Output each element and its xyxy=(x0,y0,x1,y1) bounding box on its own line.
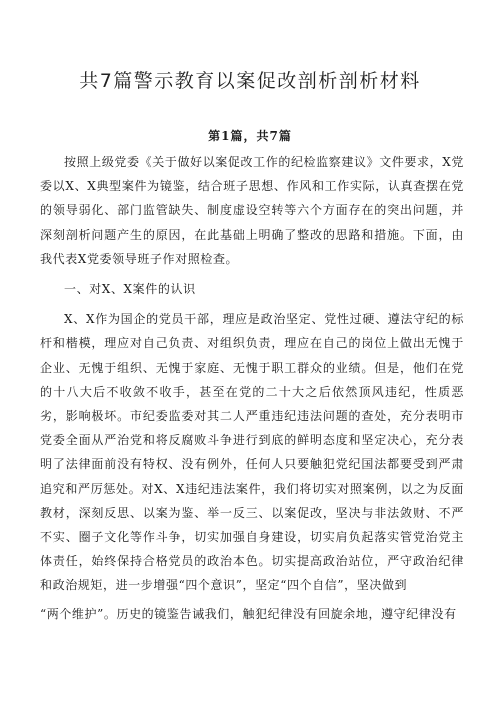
paragraph-intro: 按照上级党委《关于做好以案促改工作的纪检监察建议》文件要求，X党委以X、X典型案件为镜鉴，结合班子思想、作风和工作实际，认真查摆在党的领导弱化、部门监管缺失、制度虚设空转等六个方面存在的突出问题，并深刻剖析问题产生的原因，在此基础上明确了整改的思路和措施。下面，由我代表X党委领导班子作对照检查。 xyxy=(40,155,464,266)
document-title: 共7篇警示教育以案促改剖析剖析材料 xyxy=(79,70,421,92)
document-subtitle: 第1篇，共7篇 xyxy=(208,129,292,143)
paragraph-continuation: “两个维护”。历史的镜鉴告诫我们，触犯纪律没有回旋余地，遵守纪律没有 xyxy=(40,606,457,621)
section-heading: 一、对X、X案件的认识 xyxy=(64,282,196,297)
paragraph-case-analysis: X、X作为国企的党员干部，理应是政治坚定、党性过硬、遵法守纪的标杆和楷模，理应对自己负责、对组织负责，理应在自己的岗位上做出无愧于企业、无愧于组织、无愧于家庭、无愧于职工群众的业绩。但是，他们在党的十八大后不收敛不收手，甚至在党的二十大之后依然顶风违纪，性质恶劣，影响极坏。市纪委监委对其二人严重违纪违法问题的查处，充分表明市党委全面从严治党和将反腐败斗争进行到底的鲜明态度和坚定决心，充分表明了法律面前没有特权、没有例外，任何人只要触犯党纪国法都要受到严肃追究和严厉惩处。对X、X违纪违法案件，我们将切实对照案例，以之为反面教材，深刻反思、以案为鉴、举一反三、以案促改，坚决与非法敛财、不严不实、圈子文化等作斗争，切实加强自身建设，切实肩负起落实管党治党主体责任，始终保持合格党员的政治本色。切实提高政治站位，严守政治纪律和政治规矩，进一步增强“四个意识”，坚定“四个自信”，坚决做到 xyxy=(40,312,464,593)
document-body xyxy=(40,150,464,626)
